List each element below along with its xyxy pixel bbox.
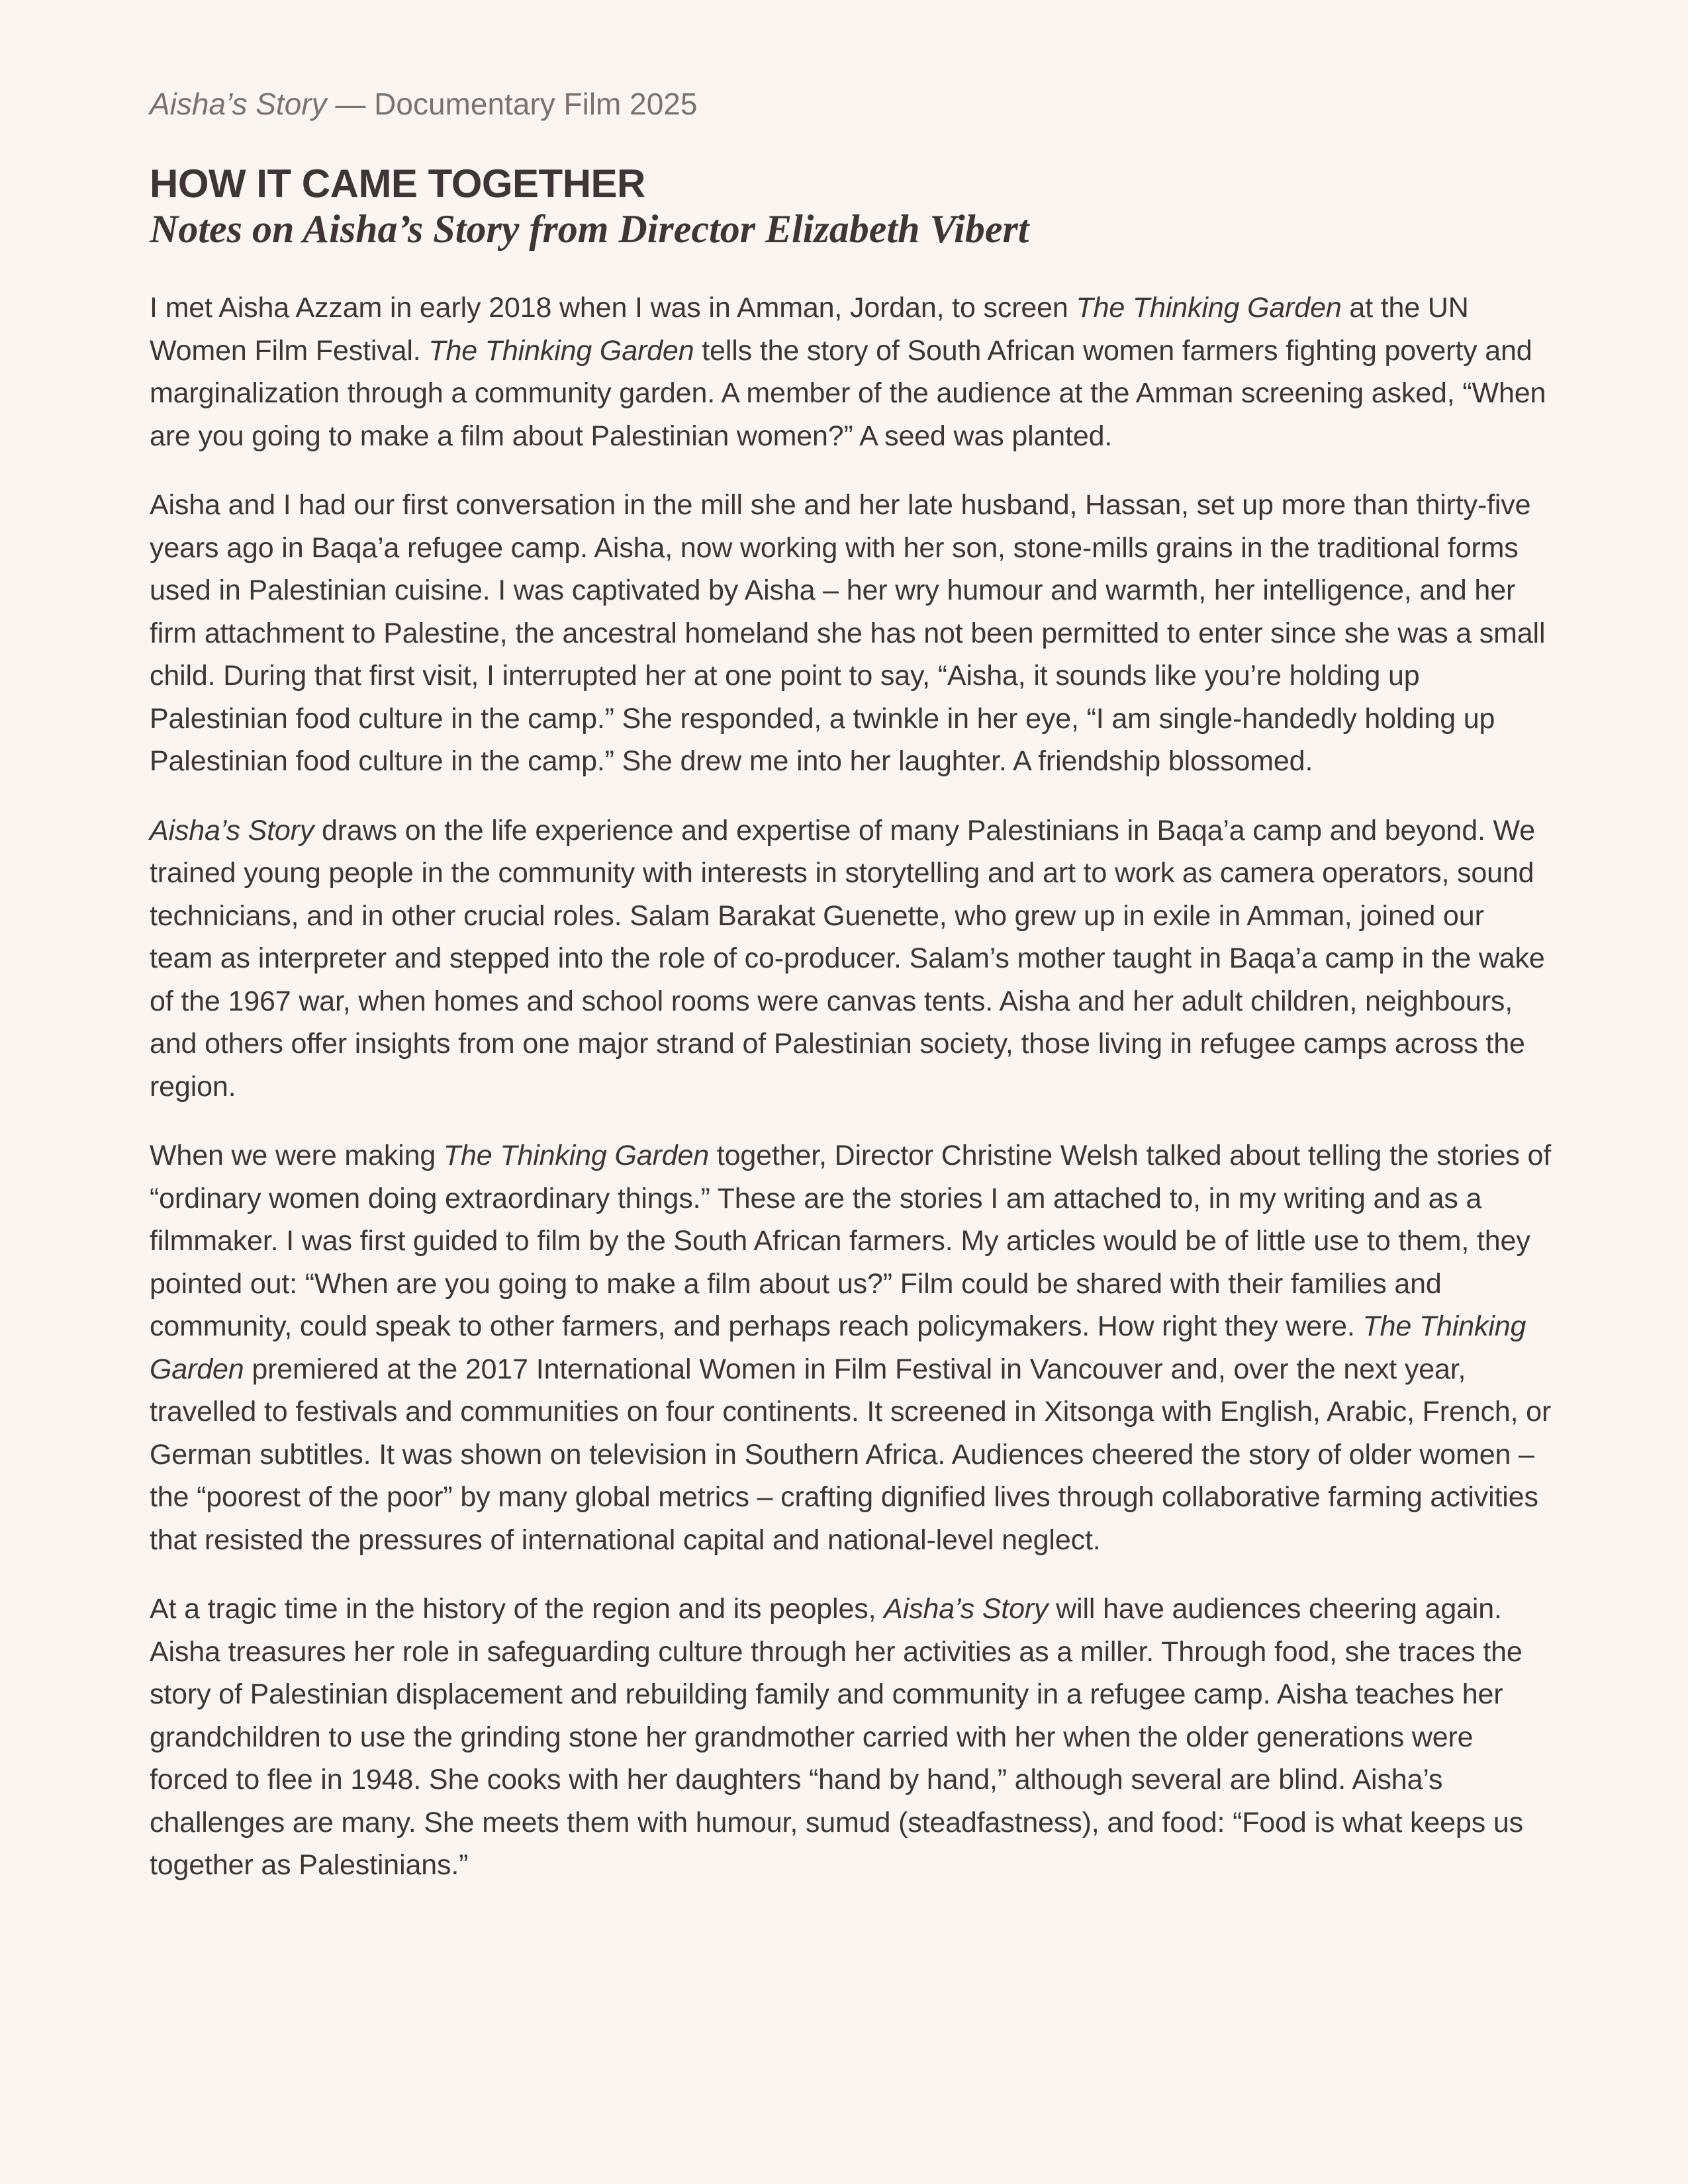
paragraph-segment: will have audiences cheering again. Aisha treasures her role in safeguarding culture through her activities as a miller. Through food, she traces the story of Palestinian displacement and rebuilding family and community in a refugee camp. Aisha teaches her grandchildren to use the grinding stone her grandmother carried with her when the older generations were forced to flee in 1948. She cooks with her daughters “hand by hand,” although several are blind. Aisha’s challenges are many. She meets them with humour, sumud (steadfastness), and food: “Food is what keeps us together as Palestinians.” — [150, 1593, 1523, 1882]
header-suffix: — Documentary Film 2025 — [326, 87, 698, 121]
paragraph-segment-italic: The Thinking Garden — [443, 1140, 710, 1172]
document-page — [150, 86, 1553, 1913]
paragraph-segment-italic: The Thinking Garden — [1076, 292, 1342, 324]
paragraph-4 — [150, 1134, 1553, 1561]
paragraph-segment: When we were making — [150, 1140, 444, 1172]
paragraph-segment-italic: Aisha’s Story — [150, 814, 314, 846]
paragraph-segment: together, Director Christine Welsh talked about telling the stories of “ordinary women doing extraordinary things.” These are the stories I am attached to, in my writing and as a filmmaker. I was first guided to film by the South African farmers. My articles would be of little use to them, they pointed out: “When are you going to make a film about us?” Film could be shared with their families and community, could speak to other farmers, and perhaps reach policymakers. How right they were. — [150, 1140, 1552, 1343]
page-title: HOW IT CAME TOGETHER — [150, 161, 645, 206]
paragraph-segment: premiered at the 2017 International Women in Film Festival in Vancouver and, over the next year, travelled to festivals and communities on four continents. It screened in Xitsonga with English, Arabic, French, or German subtitles. It was shown on television in Southern Africa. Audiences cheered the story of older women – the “poorest of the poor” by many global metrics – crafting dignified lives through collaborative farming activities that resisted the pressures of international capital and national-level neglect. — [150, 1353, 1552, 1556]
paragraph-segment: At a tragic time in the history of the region and its peoples, — [150, 1593, 884, 1625]
paragraph-segment-italic: The Thinking Garden — [150, 1310, 1526, 1385]
paragraph-2 — [150, 484, 1553, 783]
paragraph-segment: tells the story of South African women farmers fighting poverty and marginalization through a community garden. A member of the audience at the Amman screening asked, “When are you going to make a film about Palestinian women?” A seed was planted. — [150, 334, 1546, 452]
paragraph-3 — [150, 809, 1553, 1109]
paragraph-segment-italic: Aisha’s Story — [884, 1593, 1049, 1625]
paragraph-segment: draws on the life experience and expertise of many Palestinians in Baqa’a camp and beyond. We trained young people in the community with interests in storytelling and art to work as camera operators, sound technicians, and in other crucial roles. Salam Barakat Guenette, who grew up in exile in Amman, joined our team as interpreter and stepped into the role of co-producer. Salam’s mother taught in Baqa’a camp in the wake of the 1967 war, when homes and school rooms were canvas tents. Aisha and her adult children, neighbours, and others offer insights from one major strand of Palestinian society, those living in refugee camps across the region. — [150, 814, 1545, 1103]
running-header — [150, 86, 1553, 122]
paragraph-1 — [150, 287, 1553, 457]
paragraph-segment: I met Aisha Azzam in early 2018 when I was in Amman, Jordan, to screen — [150, 292, 1076, 324]
paragraph-segment-italic: The Thinking Garden — [428, 334, 694, 367]
paragraph-5 — [150, 1588, 1553, 1887]
page-subtitle: Notes on Aisha’s Story from Director Elizabeth Vibert — [150, 207, 1029, 251]
paragraph-segment: at the UN Women Film Festival. — [150, 292, 1469, 367]
paragraph-segment: Aisha and I had our first conversation in the mill she and her late husband, Hassan, set up more than thirty-five years ago in Baqa’a refugee camp. Aisha, now working with her son, stone-mills grains in the traditional forms used in Palestinian cuisine. I was captivated by Aisha – her wry humour and warmth, her intelligence, and her firm attachment to Palestine, the ancestral homeland she has not been permitted to enter since she was a small child. During that first visit, I interrupted her at one point to say, “Aisha, it sounds like you’re holding up Palestinian food culture in the camp.” She responded, a twinkle in her eye, “I am single-handedly holding up Palestinian food culture in the camp.” She drew me into her laughter. A friendship blossomed. — [150, 489, 1546, 778]
header-film-title: Aisha’s Story — [150, 87, 327, 121]
